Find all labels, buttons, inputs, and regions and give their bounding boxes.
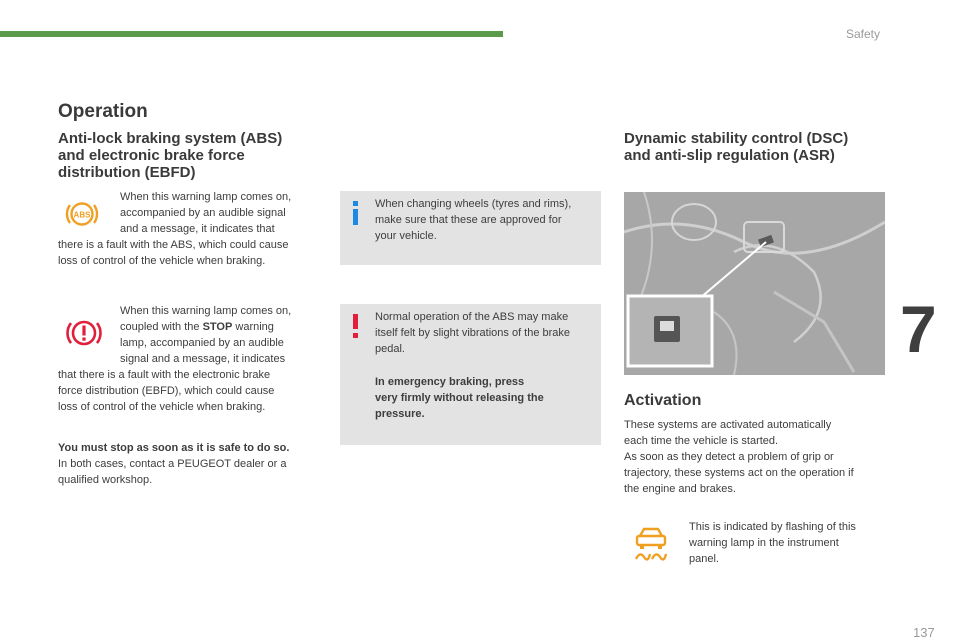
text-line: panel. (689, 553, 719, 565)
text-line: In both cases, contact a PEUGEOT dealer or a (58, 458, 287, 470)
abs-heading-line: and electronic brake force (58, 147, 245, 164)
text-line: When changing wheels (tyres and rims), (375, 198, 572, 210)
info-box-text (375, 196, 571, 244)
info-icon (350, 201, 362, 227)
text-line: When this warning lamp comes on, (120, 305, 292, 317)
abs-paragraph-1 (120, 189, 291, 237)
text-line: In emergency braking, press (375, 376, 525, 388)
text-line: These systems are activated automatically (624, 419, 832, 431)
text-line: warning lamp in the instrument (689, 537, 839, 549)
text-line: As soon as they detect a problem of grip or (624, 451, 834, 463)
brake-warning-icon (64, 315, 104, 351)
text-line: accompanied by an audible signal (120, 207, 286, 219)
abs-paragraph-1-tail (58, 237, 289, 269)
text-line: pedal. (375, 343, 405, 355)
activation-paragraph (624, 417, 854, 497)
abs-paragraph-2 (120, 303, 291, 367)
text-line: pressure. (375, 408, 425, 420)
abs-heading-line: Anti-lock braking system (ABS) (58, 130, 283, 147)
text-line: loss of control of the vehicle when braking. (58, 255, 266, 267)
stop-word: STOP (202, 321, 233, 333)
dashboard-photo (624, 192, 885, 375)
header-accent-bar (0, 31, 503, 37)
chapter-number: 7 (900, 292, 937, 366)
section-label: Safety (846, 27, 881, 41)
warning-box-text (375, 309, 570, 357)
text-line: your vehicle. (375, 230, 437, 242)
abs-warning-icon (64, 197, 100, 231)
dsc-heading-line: and anti-slip regulation (ASR) (624, 147, 835, 164)
warning-box (340, 304, 601, 445)
text-line: qualified workshop. (58, 474, 153, 486)
text-line: very firmly without releasing the (375, 392, 544, 404)
text-line: trajectory, these systems act on the operation if (624, 467, 854, 479)
abs-paragraph-2-tail (58, 367, 274, 415)
page-number: 137 (913, 625, 935, 640)
abs-heading (58, 130, 282, 181)
text-line: itself felt by slight vibrations of the brake (375, 327, 571, 339)
info-box (340, 191, 601, 265)
text-line: Normal operation of the ABS may make (375, 311, 569, 323)
warning-box-bold-text (375, 374, 544, 422)
text-line: signal and a message, it indicates (120, 353, 286, 365)
text-line: force distribution (EBFD), which could cause (58, 385, 275, 397)
abs-heading-line: distribution (EBFD) (58, 164, 196, 181)
stop-warning-text: You must stop as soon as it is safe to do so. (58, 442, 290, 454)
page-title: Operation (58, 101, 148, 122)
dashboard-illustration (624, 192, 885, 375)
dsc-heading (624, 130, 848, 164)
text-line: make sure that these are approved for (375, 214, 562, 226)
text-fragment: coupled with the (120, 321, 203, 333)
dsc-heading-line: Dynamic stability control (DSC) (624, 130, 849, 147)
text-line: there is a fault with the ABS, which could cause (58, 239, 289, 251)
text-line: the engine and brakes. (624, 483, 736, 495)
text-line (120, 319, 291, 335)
text-line: lamp, accompanied by an audible (120, 337, 284, 349)
text-line: each time the vehicle is started. (624, 435, 779, 447)
dsc-warning-icon (632, 527, 670, 563)
text-line: This is indicated by flashing of this (689, 521, 856, 533)
text-fragment: warning (232, 321, 274, 333)
text-line: loss of control of the vehicle when braking. (58, 401, 266, 413)
text-line: and a message, it indicates that (120, 223, 275, 235)
abs-paragraph-3 (58, 440, 289, 488)
dsc-lamp-paragraph (689, 519, 856, 567)
text-line: that there is a fault with the electronic brake (58, 369, 271, 381)
text-line: When this warning lamp comes on, (120, 191, 292, 203)
exclamation-icon (351, 314, 361, 340)
svg-text:ABS: ABS (73, 210, 91, 220)
activation-title: Activation (624, 392, 702, 409)
